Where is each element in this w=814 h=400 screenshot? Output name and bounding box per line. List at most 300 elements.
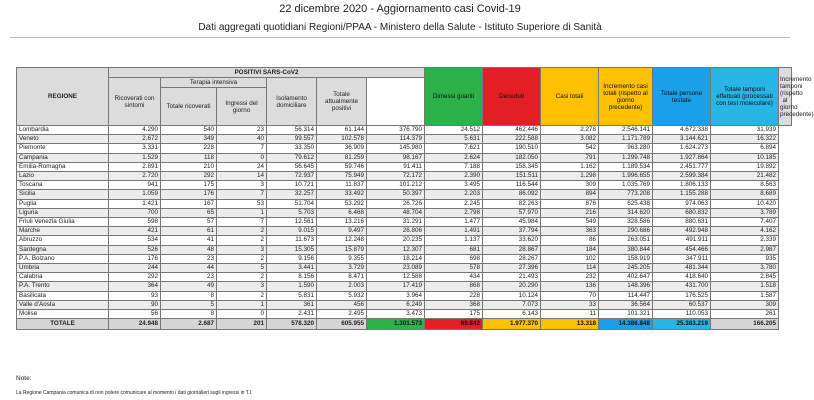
table-cell: 56.645 — [267, 162, 317, 171]
table-cell: 363 — [541, 227, 599, 236]
table-cell: 700 — [109, 208, 161, 217]
table-cell: 791 — [541, 153, 599, 162]
table-cell: 20.290 — [483, 282, 541, 291]
table-cell: 10.721 — [267, 181, 317, 190]
totals-cell: 166.205 — [711, 319, 779, 330]
table-cell: 216 — [541, 208, 599, 217]
table-cell: 56 — [109, 310, 161, 319]
page-subtitle: Dati aggregati quotidiani Regioni/PPAA - Ministero della Salute - Istituto Superiore di Sanità — [198, 22, 602, 33]
table-cell: 11 — [541, 310, 599, 319]
table-cell: 10.420 — [711, 199, 779, 208]
table-cell: 17.419 — [367, 282, 425, 291]
header-regione: REGIONE — [17, 68, 109, 126]
table-cell: 549 — [541, 218, 599, 227]
table-row — [17, 245, 792, 254]
table-row — [17, 172, 792, 181]
region-name-cell: Emilia-Romagna — [17, 162, 109, 171]
table-cell: 418.640 — [653, 273, 711, 282]
table-cell: 72.172 — [367, 172, 425, 181]
table-cell: 402.647 — [599, 273, 653, 282]
table-cell: 1.299.748 — [599, 153, 653, 162]
table-cell: 462.446 — [483, 126, 541, 135]
table-cell: 15.305 — [267, 245, 317, 254]
table-cell: 118 — [161, 153, 217, 162]
table-cell: 12.588 — [367, 273, 425, 282]
table-cell: 376.790 — [367, 126, 425, 135]
table-body — [17, 126, 792, 319]
table-cell: 81.259 — [317, 153, 367, 162]
table-row — [17, 135, 792, 144]
table-cell: 245.205 — [599, 264, 653, 273]
table-cell: 49 — [161, 282, 217, 291]
table-cell: 1.996.655 — [599, 172, 653, 181]
table-row — [17, 218, 792, 227]
totals-cell: 25.383.219 — [653, 319, 711, 330]
table-cell: 492.948 — [653, 227, 711, 236]
table-cell: 210 — [161, 162, 217, 171]
table-cell: 1.137 — [425, 236, 483, 245]
table-cell: 974.063 — [653, 199, 711, 208]
header-divider — [10, 37, 790, 38]
table-cell: 12.561 — [267, 218, 317, 227]
table-cell: 93 — [109, 291, 161, 300]
table-cell: 1 — [217, 208, 267, 217]
table-cell: 21.493 — [483, 273, 541, 282]
table-cell: 2 — [217, 254, 267, 263]
table-cell: 190.510 — [483, 144, 541, 153]
table-cell: 184 — [541, 245, 599, 254]
table-cell: 526 — [109, 245, 161, 254]
table-cell: 31.291 — [367, 218, 425, 227]
table-cell: 1.927.864 — [653, 153, 711, 162]
table-cell: 102 — [541, 254, 599, 263]
table-cell: 5 — [161, 300, 217, 309]
table-cell: 86 — [541, 236, 599, 245]
table-cell: 56.314 — [267, 126, 317, 135]
header-dimessi: Dimessi guariti — [425, 68, 483, 126]
table-cell: 2.546.141 — [599, 126, 653, 135]
table-cell: 3.729 — [317, 264, 367, 273]
table-cell: 5.932 — [317, 291, 367, 300]
table-row — [17, 162, 792, 171]
table-cell: 2.624 — [425, 153, 483, 162]
table-cell: 2.891 — [109, 162, 161, 171]
table-cell: 99.557 — [267, 135, 317, 144]
table-cell: 158.345 — [483, 162, 541, 171]
table-row — [17, 153, 792, 162]
region-name-cell: Calabria — [17, 273, 109, 282]
table-cell: 3 — [217, 245, 267, 254]
table-cell: 72.937 — [267, 172, 317, 181]
table-row — [17, 208, 792, 217]
header-persone-testate: Totale persone testate — [653, 68, 711, 126]
table-cell: 309 — [541, 181, 599, 190]
table-cell: 48 — [161, 245, 217, 254]
table-cell: 33.620 — [483, 236, 541, 245]
table-cell: 11.837 — [317, 181, 367, 190]
table-cell: 114.379 — [367, 135, 425, 144]
table-cell: 1.624.273 — [653, 144, 711, 153]
table-cell: 57.970 — [483, 208, 541, 217]
table-cell: 698 — [425, 254, 483, 263]
header-casi-totali: Casi totali — [541, 68, 599, 126]
table-cell: 16.322 — [711, 135, 779, 144]
table-cell: 598 — [109, 218, 161, 227]
table-cell: 2.278 — [541, 126, 599, 135]
table-cell: 347.911 — [653, 254, 711, 263]
table-cell: 101.212 — [367, 181, 425, 190]
table-cell: 8.689 — [711, 190, 779, 199]
table-cell: 116.544 — [483, 181, 541, 190]
table-cell: 6.468 — [317, 208, 367, 217]
totals-cell: 201 — [217, 319, 267, 330]
table-cell: 14 — [217, 172, 267, 181]
table-cell: 136 — [541, 282, 599, 291]
table-row — [17, 181, 792, 190]
header-totale-ricoverati: Totale ricoverati — [161, 88, 217, 126]
table-cell: 65 — [161, 208, 217, 217]
table-cell: 228 — [425, 291, 483, 300]
table-cell: 3.441 — [267, 264, 317, 273]
table-cell: 935 — [711, 254, 779, 263]
table-row — [17, 227, 792, 236]
table-cell: 261 — [711, 310, 779, 319]
table-cell: 454.466 — [653, 245, 711, 254]
table-cell: 60.537 — [653, 300, 711, 309]
table-cell: 23 — [161, 273, 217, 282]
table-cell: 1.171.789 — [599, 135, 653, 144]
table-cell: 1.806.133 — [653, 181, 711, 190]
totals-cell: 13.318 — [541, 319, 599, 330]
table-cell: 158.919 — [599, 254, 653, 263]
table-cell: 7 — [217, 144, 267, 153]
table-cell: 314.620 — [599, 208, 653, 217]
table-cell: 13.216 — [317, 218, 367, 227]
table-cell: 15.879 — [317, 245, 367, 254]
table-cell: 9.156 — [267, 254, 317, 263]
table-cell: 3.495 — [425, 181, 483, 190]
table-cell: 3.331 — [109, 144, 161, 153]
table-row — [17, 190, 792, 199]
table-cell: 941 — [109, 181, 161, 190]
table-row — [17, 282, 792, 291]
table-cell: 36.909 — [317, 144, 367, 153]
table-cell: 1.162 — [541, 162, 599, 171]
table-cell: 167 — [161, 199, 217, 208]
table-cell: 2.339 — [711, 236, 779, 245]
table-cell: 37.794 — [483, 227, 541, 236]
table-cell: 3.473 — [367, 310, 425, 319]
table-cell: 26.806 — [367, 227, 425, 236]
table-cell: 10.124 — [483, 291, 541, 300]
table-cell: 5.703 — [267, 208, 317, 217]
header-incremento-tamponi: Incremento tamponi (rispetto al giorno precedente) — [779, 68, 792, 126]
table-cell: 23.089 — [367, 264, 425, 273]
table-cell: 1.059 — [109, 190, 161, 199]
table-row — [17, 300, 792, 309]
table-cell: 894 — [541, 190, 599, 199]
table-cell: 8.471 — [317, 273, 367, 282]
table-cell: 578 — [425, 264, 483, 273]
table-cell: 2 — [217, 227, 267, 236]
table-cell: 59.746 — [317, 162, 367, 171]
table-cell: 44 — [161, 264, 217, 273]
table-cell: 151.511 — [483, 172, 541, 181]
table-cell: 50.397 — [367, 190, 425, 199]
table-cell: 70 — [541, 291, 599, 300]
table-cell: 2 — [217, 236, 267, 245]
table-cell: 57 — [161, 218, 217, 227]
table-cell: 244 — [109, 264, 161, 273]
table-cell: 4.162 — [711, 227, 779, 236]
totals-cell: 69.842 — [425, 319, 483, 330]
table-cell: 51.704 — [267, 199, 317, 208]
table-cell: 868 — [425, 282, 483, 291]
table-cell: 32.257 — [267, 190, 317, 199]
table-cell: 41 — [161, 236, 217, 245]
table-row — [17, 310, 792, 319]
table-cell: 53.292 — [317, 199, 367, 208]
table-cell: 1.189.534 — [599, 162, 653, 171]
region-name-cell: Veneto — [17, 135, 109, 144]
table-row — [17, 236, 792, 245]
table-cell: 7.073 — [483, 300, 541, 309]
table-cell: 6.894 — [711, 144, 779, 153]
table-cell: 5 — [217, 264, 267, 273]
table-cell: 361 — [267, 300, 317, 309]
totals-row — [17, 319, 792, 330]
table-cell: 1.477 — [425, 218, 483, 227]
table-cell: 176.525 — [653, 291, 711, 300]
table-cell: 33 — [541, 300, 599, 309]
table-cell: 1.298 — [541, 172, 599, 181]
table-cell: 48.704 — [367, 208, 425, 217]
table-cell: 328.586 — [599, 218, 653, 227]
region-name-cell: Campania — [17, 153, 109, 162]
table-cell: 175 — [425, 310, 483, 319]
table-cell: 2.720 — [109, 172, 161, 181]
note-label: Note: — [16, 375, 32, 382]
header-isolamento: Isolamento domiciliare — [267, 78, 317, 126]
covid-data-table — [16, 67, 814, 330]
table-cell: 228 — [161, 144, 217, 153]
table-cell: 1.155.288 — [653, 190, 711, 199]
totals-cell: 578.320 — [267, 319, 317, 330]
table-cell: 28.867 — [483, 245, 541, 254]
table-cell: 8 — [161, 291, 217, 300]
table-cell: 19.892 — [711, 162, 779, 171]
table-cell: 368 — [425, 300, 483, 309]
table-cell: 773.208 — [599, 190, 653, 199]
table-cell: 1.587 — [711, 291, 779, 300]
table-cell: 542 — [541, 144, 599, 153]
table-cell: 45.984 — [483, 218, 541, 227]
table-cell: 3.780 — [711, 264, 779, 273]
region-name-cell: Toscana — [17, 181, 109, 190]
region-name-cell: Valle d'Aosta — [17, 300, 109, 309]
header-ingressi: Ingressi del giorno — [217, 88, 267, 126]
table-cell: 2.390 — [425, 172, 483, 181]
table-cell: 10.185 — [711, 153, 779, 162]
table-cell: 380.844 — [599, 245, 653, 254]
table-cell: 7.621 — [425, 144, 483, 153]
header-terapia-intensiva: Terapia intensiva — [161, 78, 267, 88]
totals-label: TOTALE — [17, 319, 109, 330]
totals-cell: 605.955 — [317, 319, 367, 330]
table-cell: 61.144 — [317, 126, 367, 135]
table-cell: 364 — [109, 282, 161, 291]
table-cell: 9.355 — [317, 254, 367, 263]
table-cell: 7.188 — [425, 162, 483, 171]
header-positivi: POSITIVI SARS-CoV2 — [109, 68, 425, 78]
header-tamponi: Totale tamponi effettuati (processati con test molecolare) — [711, 68, 779, 126]
table-cell: 1 — [217, 300, 267, 309]
table-cell: 176 — [109, 254, 161, 263]
table-cell: 1.590 — [267, 282, 317, 291]
note-text: La Regione Campania comunica di non potere comunicare al momento i dati giornalieri sugli ingressi in T.I. — [16, 390, 253, 396]
table-row — [17, 264, 792, 273]
region-name-cell: Lazio — [17, 172, 109, 181]
table-cell: 40 — [217, 135, 267, 144]
table-cell: 4.672.338 — [653, 126, 711, 135]
table-cell: 0 — [217, 153, 267, 162]
table-cell: 8.563 — [711, 181, 779, 190]
table-cell: 431.700 — [653, 282, 711, 291]
table-cell: 114.447 — [599, 291, 653, 300]
totals-cell: 1.301.573 — [367, 319, 425, 330]
table-cell: 680.832 — [653, 208, 711, 217]
table-cell: 182.050 — [483, 153, 541, 162]
table-cell: 349 — [161, 135, 217, 144]
region-name-cell: Lombardia — [17, 126, 109, 135]
table-cell: 8.156 — [267, 273, 317, 282]
table-cell: 2.431 — [267, 310, 317, 319]
table-cell: 90 — [109, 300, 161, 309]
table-cell: 7 — [217, 218, 267, 227]
table-cell: 53 — [217, 199, 267, 208]
table-cell: 114 — [541, 264, 599, 273]
table-cell: 12.248 — [317, 236, 367, 245]
table-cell: 7.407 — [711, 218, 779, 227]
region-name-cell: Abruzzo — [17, 236, 109, 245]
table-cell: 421 — [109, 227, 161, 236]
table-cell: 3.144.621 — [653, 135, 711, 144]
table-cell: 540 — [161, 126, 217, 135]
region-name-cell: Sardegna — [17, 245, 109, 254]
table-cell: 1.421 — [109, 199, 161, 208]
table-cell: 61 — [161, 227, 217, 236]
table-cell: 222.588 — [483, 135, 541, 144]
table-cell: 36.564 — [599, 300, 653, 309]
table-cell: 876 — [541, 199, 599, 208]
table-cell: 3 — [217, 282, 267, 291]
region-name-cell: Marche — [17, 227, 109, 236]
table-cell: 2.845 — [711, 273, 779, 282]
table-cell: 309 — [711, 300, 779, 309]
header-incremento-casi: Incremento casi totali (rispetto al giorno precedente) — [599, 68, 653, 126]
table-cell: 91.411 — [367, 162, 425, 171]
table-cell: 82.263 — [483, 199, 541, 208]
table-cell: 5.831 — [267, 291, 317, 300]
table-cell: 24.512 — [425, 126, 483, 135]
table-cell: 1.035.769 — [599, 181, 653, 190]
totals-cell: 1.977.370 — [483, 319, 541, 330]
table-cell: 2.245 — [425, 199, 483, 208]
table-cell: 681 — [425, 245, 483, 254]
region-name-cell: Molise — [17, 310, 109, 319]
table-cell: 11.673 — [267, 236, 317, 245]
table-cell: 86.092 — [483, 190, 541, 199]
region-name-cell: Sicilia — [17, 190, 109, 199]
table-cell: 263.051 — [599, 236, 653, 245]
table-cell: 481.344 — [653, 264, 711, 273]
table-cell: 880.631 — [653, 218, 711, 227]
table-cell: 2.203 — [425, 190, 483, 199]
table-cell: 491.911 — [653, 236, 711, 245]
region-name-cell: P.A. Trento — [17, 282, 109, 291]
table-cell: 5.631 — [425, 135, 483, 144]
table-cell: 31.939 — [711, 126, 779, 135]
table-cell: 12.307 — [367, 245, 425, 254]
table-cell: 79.612 — [267, 153, 317, 162]
table-cell: 434 — [425, 273, 483, 282]
table-cell: 145.980 — [367, 144, 425, 153]
table-row — [17, 291, 792, 300]
page-title: 22 dicembre 2020 - Aggiornamento casi Covid-19 — [279, 3, 521, 15]
table-row — [17, 199, 792, 208]
table-row — [17, 144, 792, 153]
table-cell: 290.686 — [599, 227, 653, 236]
table-cell: 28.267 — [483, 254, 541, 263]
table-cell: 3.082 — [541, 135, 599, 144]
table-cell: 2.599.384 — [653, 172, 711, 181]
table-cell: 175 — [161, 181, 217, 190]
header-deceduti: Deceduti — [483, 68, 541, 126]
table-cell: 75.949 — [317, 172, 367, 181]
table-cell: 21.482 — [711, 172, 779, 181]
table-cell: 8 — [161, 310, 217, 319]
table-cell: 176 — [161, 190, 217, 199]
table-cell: 23 — [161, 254, 217, 263]
table-cell: 18.214 — [367, 254, 425, 263]
header-totale-positivi: Totale attualmente positivi — [317, 78, 367, 126]
table-row — [17, 254, 792, 263]
table-cell: 1.491 — [425, 227, 483, 236]
table-cell: 1.529 — [109, 153, 161, 162]
table-cell: 292 — [161, 172, 217, 181]
table-cell: 27.396 — [483, 264, 541, 273]
table-cell: 148.396 — [599, 282, 653, 291]
region-name-cell: Puglia — [17, 199, 109, 208]
table-cell: 292 — [109, 273, 161, 282]
table-cell: 6.249 — [367, 300, 425, 309]
table-cell: 7 — [217, 190, 267, 199]
table-cell: 33.492 — [317, 190, 367, 199]
table-row — [17, 273, 792, 282]
table-cell: 2.495 — [317, 310, 367, 319]
table-cell: 33.350 — [267, 144, 317, 153]
table-cell: 456 — [317, 300, 367, 309]
table-cell: 2 — [217, 273, 267, 282]
table-cell: 1.518 — [711, 282, 779, 291]
region-name-cell: Basilicata — [17, 291, 109, 300]
region-name-cell: Umbria — [17, 264, 109, 273]
table-cell: 9.497 — [317, 227, 367, 236]
table-cell: 24 — [217, 162, 267, 171]
table-row — [17, 126, 792, 135]
table-cell: 101.321 — [599, 310, 653, 319]
table-cell: 3.789 — [711, 208, 779, 217]
